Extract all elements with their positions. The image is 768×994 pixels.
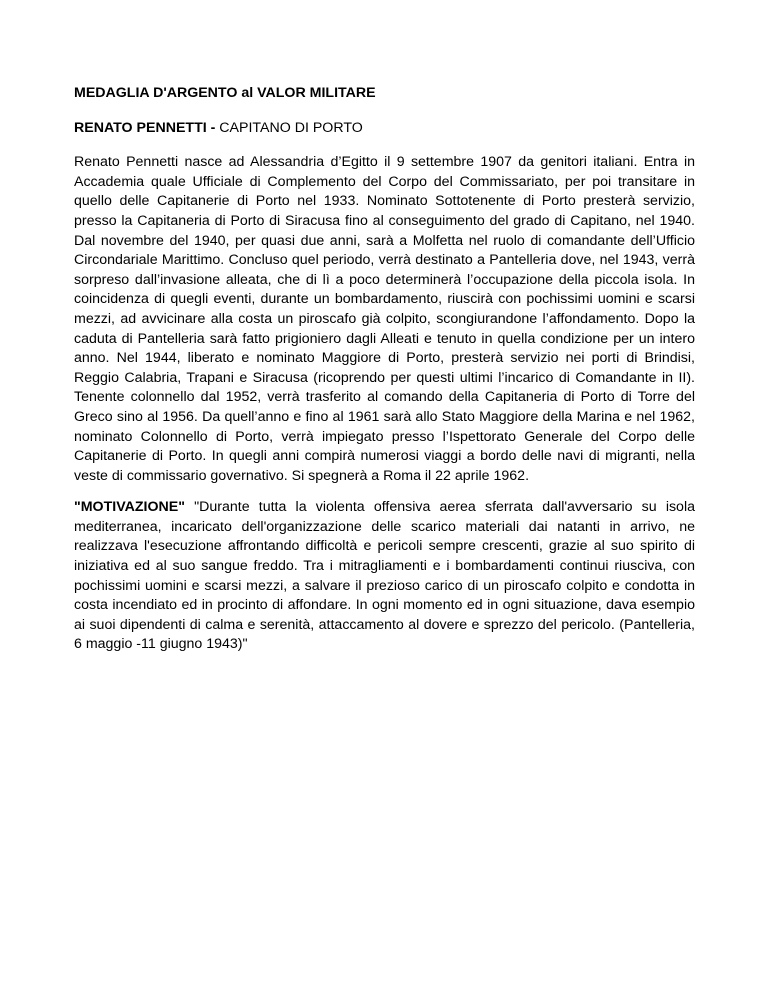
biography-paragraph: Renato Pennetti nasce ad Alessandria d’Egitto il 9 settembre 1907 da genitori italiani. Entra in Accademia quale Ufficiale di Complemento del Corpo del Commissariato, per poi transitare in quello delle Capitanerie di Porto nel 1933. Nominato Sottotenente di Porto presterà servizio, presso la Capitaneria di Porto di Siracusa fino al conseguimento del grado di Capitano, nel 1940. Dal novembre del 1940, per quasi due anni, sarà a Molfetta nel ruolo di comandante dell’Ufficio Circondariale Marittimo. Concluso quel periodo, verrà destinato a Pantelleria dove, nel 1943, verrà sorpreso dall’invasione alleata, che di lì a poco determinerà l’occupazione della piccola isola. In coincidenza di quegli eventi, durante un bombardamento, riuscirà con pochissimi uomini e scarsi mezzi, ad avvicinare alla costa un piroscafo già colpito, scongiurandone l’affondamento. Dopo la caduta di Pantelleria sarà fatto prigioniero dagli Alleati e tenuto in quella condizione per un intero anno. Nel 1944, liberato e nominato Maggiore di Porto, presterà servizio nei porti di Brindisi, Reggio Calabria, Trapani e Siracusa (ricoprendo per questi ultimi l’incarico di Comandante in II). Tenente colonnello dal 1952, verrà trasferito al comando della Capitaneria di Porto di Torre del Greco sino al 1956. Da quell’anno e fino al 1961 sarà allo Stato Maggiore della Marina e nel 1962, nominato Colonnello di Porto, verrà impiegato presso l’Ispettorato Generale del Corpo delle Capitanerie di Porto. In quegli anni compirà numerosi viaggi a bordo delle navi di migranti, nella veste di commissario governativo. Si spegnerà a Roma il 22 aprile 1962.	[74, 154, 695, 484]
subtitle-role: CAPITANO DI PORTO	[215, 119, 363, 136]
motivation-paragraph	[74, 498, 695, 655]
document-subtitle	[74, 119, 695, 139]
motivation-text: "Durante tutta la violenta offensiva aerea sferrata dall'avversario su isola mediterranea, incaricato dell'organizzazione delle scarico materiali dai natanti in arrivo, ne realizzava l'esecuzione affrontando difficoltà e pericoli sempre crescenti, grazie al suo spirito di iniziativa ed al suo sangue freddo. Tra i mitragliamenti e i bombardamenti continui riusciva, con pochissimi uomini e scarsi mezzi, a salvare il prezioso carico di un piroscafo colpito e condotta in costa incendiato ed in procinto di affondare. In ogni momento ed in ogni situazione, dava esempio ai suoi dipendenti di calma e serenità, attaccamento al dovere e sprezzo del pericolo. (Pantelleria, 6 maggio -11 giugno 1943)"	[74, 499, 695, 653]
document-title: MEDAGLIA D'ARGENTO al VALOR MILITARE	[74, 85, 376, 101]
motivation-label: "MOTIVAZIONE"	[74, 499, 185, 516]
subtitle-name: RENATO PENNETTI -	[74, 119, 216, 136]
document-page	[74, 84, 695, 667]
